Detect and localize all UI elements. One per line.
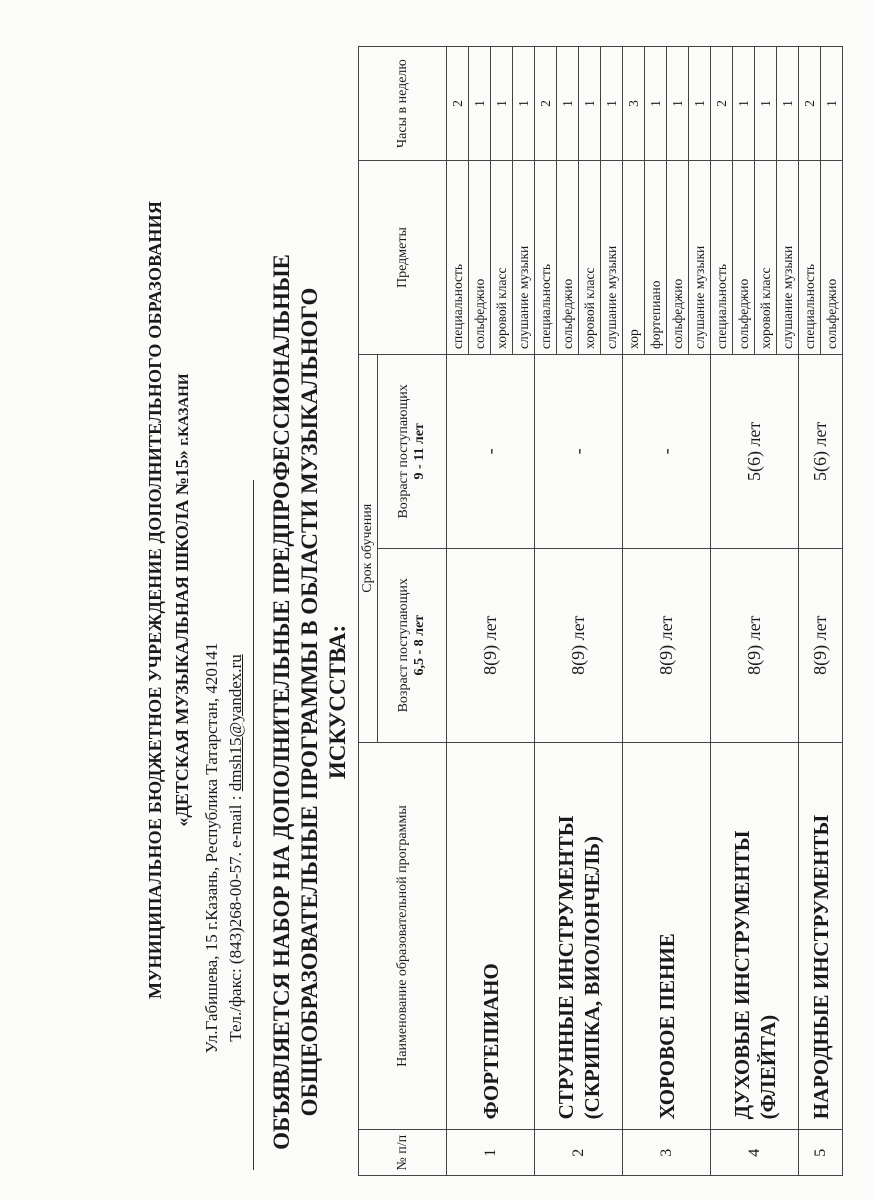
subject-name: хоровой класс: [579, 161, 601, 355]
subject-hours: 1: [777, 47, 799, 161]
col-num-header: № п/п: [359, 1130, 447, 1176]
table-row: [447, 47, 469, 1176]
duration-older: 5(6) лет: [799, 354, 843, 548]
subject-name: специальность: [799, 161, 821, 355]
address: Ул.Габишева, 15 г.Казань, Республика Татарстан, 420141: [202, 642, 221, 1054]
subject-name: фортепиано: [645, 161, 667, 355]
duration-younger: 8(9) лет: [447, 548, 535, 742]
subject-name: хоровой класс: [491, 161, 513, 355]
subject-hours: 2: [799, 47, 821, 161]
subject-name: сольфеджио: [557, 161, 579, 355]
program-name: СТРУННЫЕ ИНСТРУМЕНТЫ (СКРИПКА, ВИОЛОНЧЕЛЬ): [535, 742, 623, 1130]
subject-name: хоровой класс: [755, 161, 777, 355]
subject-hours: 1: [645, 47, 667, 161]
col-age1-label: Возраст поступающих: [396, 578, 411, 713]
subject-hours: 1: [821, 47, 843, 161]
programs-body: [447, 47, 843, 1176]
subject-name: специальность: [535, 161, 557, 355]
subject-hours: 1: [689, 47, 711, 161]
subject-name: специальность: [711, 161, 733, 355]
duration-younger: 8(9) лет: [535, 548, 623, 742]
subject-hours: 1: [601, 47, 623, 161]
org-city: г.КАЗАНИ: [176, 373, 192, 446]
table-row: [799, 47, 821, 1176]
duration-younger: 8(9) лет: [623, 548, 711, 742]
col-hours-header: Часы в неделю: [359, 47, 447, 161]
subject-hours: 1: [557, 47, 579, 161]
col-name-header: Наименование образовательной программы: [359, 742, 447, 1130]
table-row: [711, 47, 733, 1176]
duration-older: -: [447, 354, 535, 548]
program-number: 5: [799, 1130, 843, 1176]
program-name: ФОРТЕПИАНО: [447, 742, 535, 1130]
announcement-title-line3: ИСКУССТВА:: [325, 624, 350, 780]
divider: [253, 480, 254, 1170]
table-row: [623, 47, 645, 1176]
program-name: ДУХОВЫЕ ИНСТРУМЕНТЫ (ФЛЕЙТА): [711, 742, 799, 1130]
subject-hours: 1: [491, 47, 513, 161]
subject-hours: 1: [513, 47, 535, 161]
org-name-line2: [172, 0, 193, 1200]
program-number: 1: [447, 1130, 535, 1176]
subject-name: слушание музыки: [513, 161, 535, 355]
subject-name: сольфеджио: [733, 161, 755, 355]
subject-hours: 1: [469, 47, 491, 161]
col-duration-header: Срок обучения: [359, 354, 378, 742]
col-age2-range: 9 - 11 лет: [412, 423, 427, 480]
duration-younger: 8(9) лет: [799, 548, 843, 742]
subject-hours: 2: [535, 47, 557, 161]
col-age2-label: Возраст поступающих: [396, 384, 411, 519]
phone: Тел./факс: (843)268-00-57. e-mail :: [226, 791, 245, 1042]
program-number: 3: [623, 1130, 711, 1176]
subject-hours: 1: [579, 47, 601, 161]
col-age2-header: [378, 354, 447, 548]
subject-name: сольфеджио: [469, 161, 491, 355]
subject-hours: 2: [447, 47, 469, 161]
subject-hours: 3: [623, 47, 645, 161]
subject-hours: 1: [667, 47, 689, 161]
subject-hours: 1: [733, 47, 755, 161]
program-name: НАРОДНЫЕ ИНСТРУМЕНТЫ: [799, 742, 843, 1130]
subject-name: слушание музыки: [777, 161, 799, 355]
program-number: 4: [711, 1130, 799, 1176]
duration-younger: 8(9) лет: [711, 548, 799, 742]
subject-name: сольфеджио: [667, 161, 689, 355]
org-name-line1: МУНИЦИПАЛЬНОЕ БЮДЖЕТНОЕ УЧРЕЖДЕНИЕ ДОПОЛНИТЕЛЬНОГО ОБРАЗОВАНИЯ: [145, 200, 165, 1000]
email-link[interactable]: dmsh15@yandex.ru: [226, 654, 245, 792]
col-age1-range: 6,5 - 8 лет: [412, 614, 427, 676]
col-age1-header: [378, 548, 447, 742]
subject-name: слушание музыки: [601, 161, 623, 355]
subject-name: специальность: [447, 161, 469, 355]
duration-older: 5(6) лет: [711, 354, 799, 548]
subject-name: хор: [623, 161, 645, 355]
duration-older: -: [535, 354, 623, 548]
contacts: [224, 568, 247, 1128]
table-row: [535, 47, 557, 1176]
subject-hours: 1: [755, 47, 777, 161]
org-school-name: «ДЕТСКАЯ МУЗЫКАЛЬНАЯ ШКОЛА №15»: [172, 450, 192, 827]
subject-name: сольфеджио: [821, 161, 843, 355]
subject-hours: 2: [711, 47, 733, 161]
program-name: ХОРОВОЕ ПЕНИЕ: [623, 742, 711, 1130]
programs-table: [358, 46, 843, 1176]
announcement-title-line2: ОБЩЕОБРАЗОВАТЕЛЬНЫЕ ПРОГРАММЫ В ОБЛАСТИ МУЗЫКАЛЬНОГО: [297, 287, 322, 1117]
announcement-title-line1: ОБЪЯВЛЯЕТСЯ НАБОР НА ДОПОЛНИТЕЛЬНЫЕ ПРЕДПРОФЕССИОНАЛЬНЫЕ: [269, 254, 294, 1150]
program-number: 2: [535, 1130, 623, 1176]
col-subjects-header: Предметы: [359, 161, 447, 355]
subject-name: слушание музыки: [689, 161, 711, 355]
duration-older: -: [623, 354, 711, 548]
